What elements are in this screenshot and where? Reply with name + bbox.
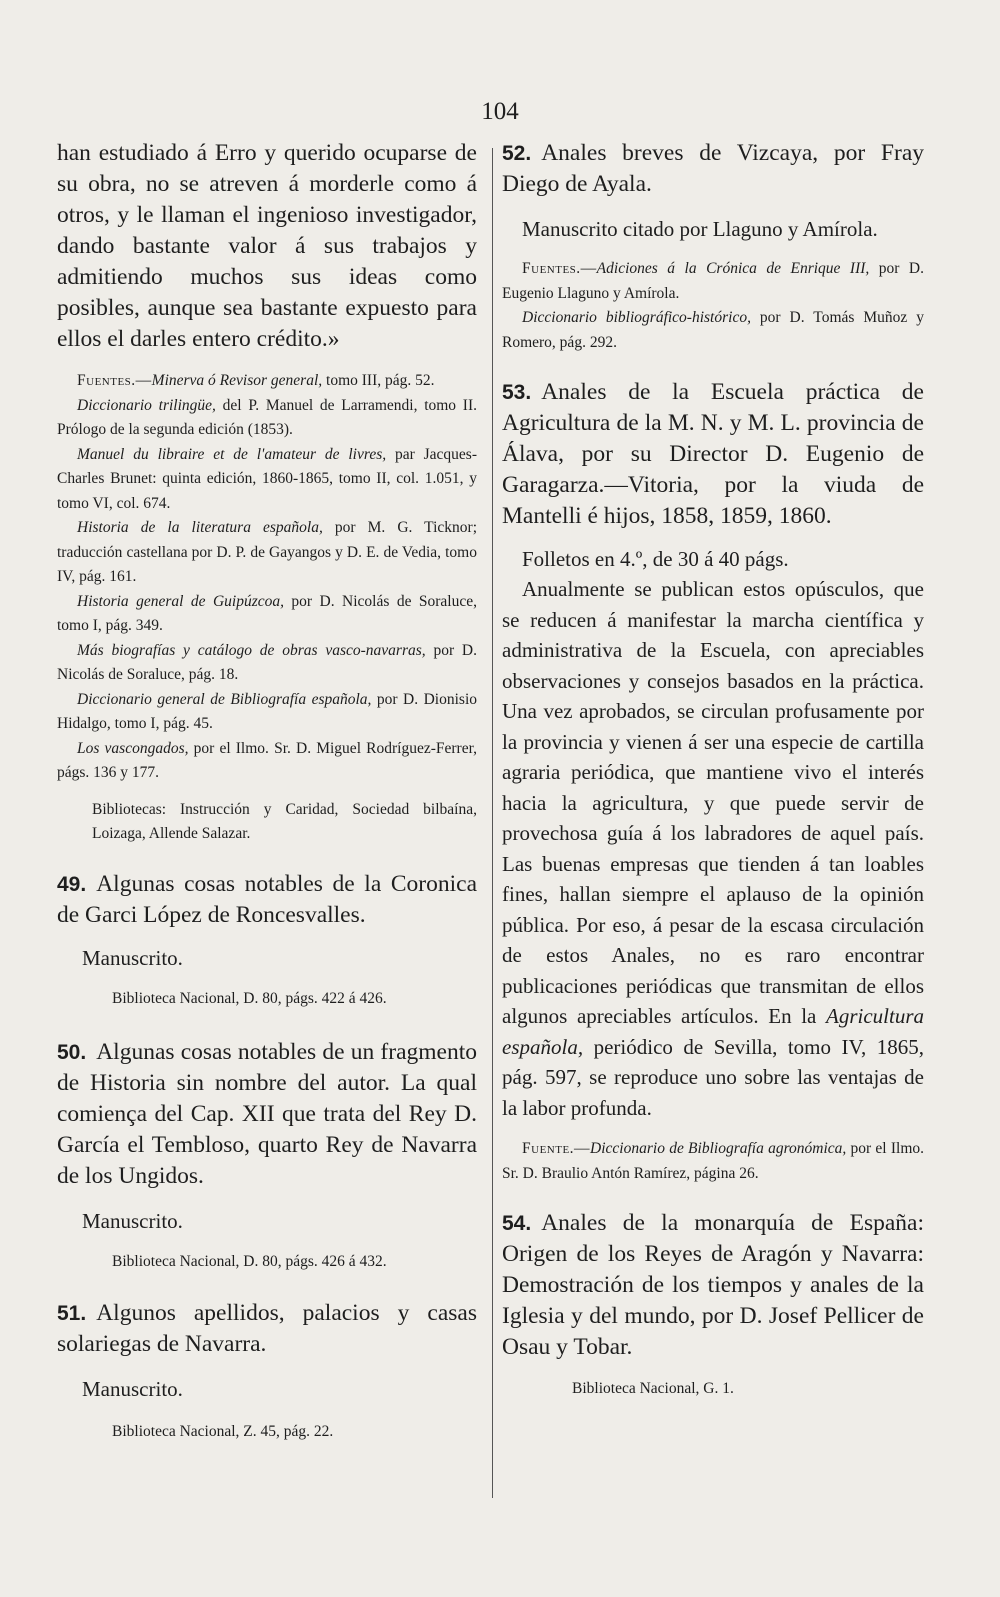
source-item: Diccionario trilingüe, del P. Manuel de Larramendi, tomo II. Prólogo de la segunda edición (1853). (57, 396, 477, 438)
entry-title: 52. Anales breves de Vizcaya, por Fray Diego de Ayala. (502, 140, 924, 197)
source-item: Historia de la literatura española, por M. G. Ticknor; traducción castellana por D. P. de Gayangos y D. E. de Vedia, tomo IV, pág. 161. (57, 519, 477, 585)
sources-block (57, 369, 477, 786)
manuscript-label: Manuscrito. (82, 945, 183, 970)
library-location: Biblioteca Nacional, Z. 45, pág. 22. (112, 1422, 334, 1440)
entry-title: 54. Anales de la monarquía de España: Origen de los Reyes de Aragón y Navarra: Demostración de los tiempos y anales de la Iglesia y del mundo, por D. Josef Pellicer de Osau y Tobar. (502, 1210, 924, 1360)
manuscript-label: Manuscrito. (82, 1376, 183, 1401)
source-item: Más biografías y catálogo de obras vasco-navarras, por D. Nicolás de Soraluce, pág. 18. (57, 641, 478, 683)
manuscript-note: Manuscrito citado por Llaguno y Amírola. (522, 217, 878, 241)
entry-body: Anualmente se publican estos opúsculos, que se reducen á manifestar la marcha científica y administrativa de la Escuela, con apreciables observaciones y consejos basados en la práctica. Una vez aprobados, se circulan profusamente por la provincia y vienen á ser una especie de cartilla agraria periódica, que mantiene vivo el interés hacia la agricultura, y que puede servir de provechosa guía á los labradores de aquel país. Las buenas empresas que tienden á tan loables fines, hallan siempre el aplauso de la opinión pública. Por eso, á pesar de la escasa circulación de estos Anales, no es raro encontrar publicaciones periódicas que transmitan de ellos algunos apreciables artículos. En la Agricultura española, periódico de Sevilla, tomo IV, 1865, pág. 597, se reproduce uno sobre las ventajas de la labor profunda. (502, 577, 924, 1120)
source-item: Fuente.—Diccionario de Bibliografía agronómica, por el Ilmo. Sr. D. Braulio Antón Ramírez, página 26. (502, 1140, 925, 1182)
entry-54 (502, 1208, 924, 1401)
library-location: Biblioteca Nacional, D. 80, págs. 422 á 426. (112, 989, 387, 1007)
source-item: Diccionario bibliográfico-histórico, por D. Tomás Muñoz y Romero, pág. 292. (502, 309, 925, 351)
libraries-note: Bibliotecas: Instrucción y Caridad, Sociedad bilbaína, Loizaga, Allende Salazar. (92, 800, 477, 842)
format-note: Folletos en 4.º, de 30 á 40 págs. (522, 547, 789, 571)
entry-title: 53. Anales de la Escuela práctica de Agricultura de la M. N. y M. L. provincia de Álava, por su Director D. Eugenio de Garagarza.—Vitoria, por la viuda de Mantelli é hijos, 1858, 1859, 1860. (502, 379, 924, 529)
source-item: Fuentes.—Minerva ó Revisor general, tomo III, pág. 52. (77, 372, 435, 389)
source-item: Los vascongados, por el Ilmo. Sr. D. Miguel Rodríguez-Ferrer, págs. 136 y 177. (57, 739, 477, 781)
entry-50 (57, 1037, 477, 1274)
page-number: 104 (481, 98, 519, 125)
source-item: Diccionario general de Bibliografía española, por D. Dionisio Hidalgo, tomo I, pág. 45. (57, 690, 478, 732)
entry-title: 49. Algunas cosas notables de la Coronica de Garci López de Roncesvalles. (57, 870, 477, 928)
entry-title: 50. Algunas cosas notables de un fragmento de Historia sin nombre del autor. La qual comiença del Cap. XII que trata del Rey D. García el Tembloso, quarto Rey de Navarra de los Ungidos. (57, 1038, 477, 1189)
entry-51 (57, 1298, 477, 1444)
entry-49 (57, 869, 477, 1011)
source-item: Manuel du libraire et de l'amateur de livres, par Jacques-Charles Brunet: quinta edición, 1860-1865, tomo II, col. 1.051, y tomo VI, col. 674. (57, 445, 477, 512)
library-location: Biblioteca Nacional, G. 1. (572, 1380, 734, 1397)
column-divider (492, 148, 493, 1498)
source-item: Historia general de Guipúzcoa, por D. Nicolás de Soraluce, tomo I, pág. 349. (57, 592, 477, 634)
right-column (502, 138, 924, 1401)
source-item: Fuentes.—Adiciones á la Crónica de Enrique III, por D. Eugenio Llaguno y Amírola. (502, 260, 924, 302)
left-column (57, 138, 477, 1444)
library-location: Biblioteca Nacional, D. 80, págs. 426 á 432. (112, 1252, 387, 1270)
entry-title: 51. Algunos apellidos, palacios y casas solariegas de Navarra. (57, 1299, 477, 1357)
manuscript-label: Manuscrito. (82, 1208, 183, 1233)
continuation-paragraph: han estudiado á Erro y querido ocuparse de su obra, no se atreven á morderle como á otros, y le llaman el ingenioso investigador, dando bastante valor á sus trabajos y admitiendo muchos sus ideas como posibles, aunque sea bastante expuesto para ellos el darles entero crédito.» (57, 140, 477, 352)
entry-53 (502, 377, 924, 1186)
entry-52 (502, 138, 924, 355)
